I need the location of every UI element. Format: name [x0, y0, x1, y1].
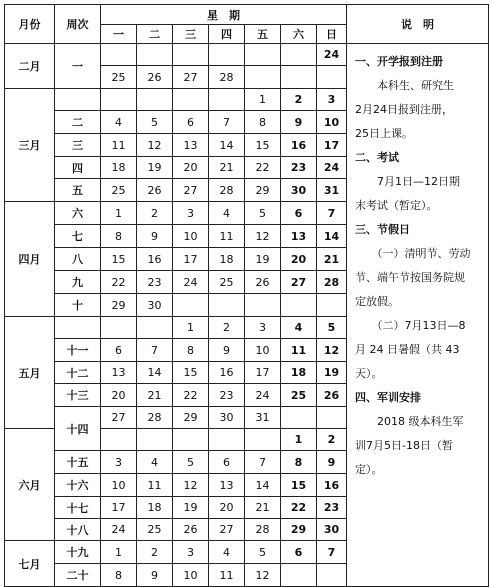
day-cell: 2	[137, 541, 173, 564]
day-cell: 19	[173, 497, 209, 519]
week-number: 十四	[55, 407, 101, 451]
day-cell: 15	[245, 134, 281, 157]
day-cell: 5	[245, 202, 281, 225]
day-cell: 15	[281, 474, 317, 497]
day-cell: 12	[137, 134, 173, 157]
day-cell: 13	[281, 225, 317, 248]
day-cell: 12	[317, 339, 347, 362]
day-cell: 24	[317, 157, 347, 179]
notes-text: （一）清明节、劳动	[355, 247, 471, 260]
month-label: 三月	[5, 89, 55, 202]
notes-text: 2月24日报到注册，	[355, 103, 453, 116]
notes-text: 本科生、研究生	[355, 79, 454, 92]
day-cell: 11	[101, 134, 137, 157]
day-cell: 4	[137, 451, 173, 474]
day-cell: 25	[137, 519, 173, 541]
day-cell	[101, 44, 137, 66]
day-cell: 17	[101, 497, 137, 519]
day-cell	[173, 89, 209, 111]
day-cell: 31	[245, 407, 281, 429]
week-number: 十六	[55, 474, 101, 497]
day-cell: 16	[137, 248, 173, 271]
day-cell: 1	[101, 541, 137, 564]
day-cell: 12	[173, 474, 209, 497]
notes-text: 25日上课。	[355, 127, 413, 140]
day-cell: 4	[209, 202, 245, 225]
day-cell: 23	[281, 157, 317, 179]
notes-heading: 四、军训安排	[355, 391, 421, 404]
day-cell: 29	[281, 519, 317, 541]
week-number: 十七	[55, 497, 101, 519]
notes-text: （二）7月13日—8	[355, 319, 466, 332]
day-cell: 9	[209, 339, 245, 362]
day-cell	[281, 294, 317, 317]
day-cell: 26	[137, 179, 173, 202]
day-cell: 8	[245, 111, 281, 134]
day-cell: 18	[281, 362, 317, 384]
day-cell: 8	[173, 339, 209, 362]
day-cell: 19	[137, 157, 173, 179]
day-cell: 19	[245, 248, 281, 271]
day-cell	[137, 44, 173, 66]
day-cell: 30	[281, 179, 317, 202]
day-cell: 22	[173, 384, 209, 407]
day-cell: 27	[281, 271, 317, 294]
month-label: 六月	[5, 429, 55, 541]
day-cell: 5	[317, 317, 347, 339]
day-cell: 31	[317, 179, 347, 202]
day-cell: 9	[317, 451, 347, 474]
week-number: 六	[55, 202, 101, 225]
day-cell: 2	[317, 429, 347, 451]
day-cell: 20	[209, 497, 245, 519]
day-cell: 17	[245, 362, 281, 384]
day-cell: 20	[173, 157, 209, 179]
day-cell	[209, 89, 245, 111]
notes-text: 定）。	[355, 463, 383, 476]
day-cell: 10	[173, 564, 209, 587]
day-cell	[101, 429, 137, 451]
day-cell	[281, 66, 317, 89]
notes-heading: 三、节假日	[355, 223, 410, 236]
day-cell: 26	[317, 384, 347, 407]
header-day: 二	[137, 25, 173, 44]
day-cell: 15	[173, 362, 209, 384]
day-cell	[173, 44, 209, 66]
day-cell: 1	[173, 317, 209, 339]
day-cell: 10	[245, 339, 281, 362]
day-cell: 5	[137, 111, 173, 134]
week-number	[55, 317, 101, 339]
day-cell: 11	[137, 474, 173, 497]
day-cell	[245, 44, 281, 66]
day-cell: 22	[245, 157, 281, 179]
day-cell: 20	[101, 384, 137, 407]
day-cell: 30	[209, 407, 245, 429]
day-cell	[101, 317, 137, 339]
notes-text: 2018 级本科生军	[355, 415, 464, 428]
day-cell: 10	[101, 474, 137, 497]
day-cell: 4	[281, 317, 317, 339]
header-month: 月份	[5, 5, 55, 44]
day-cell: 25	[101, 179, 137, 202]
day-cell: 2	[281, 89, 317, 111]
week-number: 十五	[55, 451, 101, 474]
day-cell: 7	[245, 451, 281, 474]
header-day: 六	[281, 25, 317, 44]
day-cell: 11	[209, 564, 245, 587]
day-cell: 25	[101, 66, 137, 89]
day-cell: 28	[209, 66, 245, 89]
day-cell: 7	[317, 541, 347, 564]
day-cell: 2	[209, 317, 245, 339]
week-number: 二	[55, 111, 101, 134]
day-cell: 24	[101, 519, 137, 541]
day-cell: 3	[317, 89, 347, 111]
day-cell: 23	[209, 384, 245, 407]
day-cell	[281, 407, 317, 429]
day-cell: 26	[137, 66, 173, 89]
day-cell	[173, 429, 209, 451]
day-cell: 29	[101, 294, 137, 317]
day-cell: 18	[137, 497, 173, 519]
day-cell	[281, 44, 317, 66]
day-cell: 13	[173, 134, 209, 157]
day-cell: 23	[317, 497, 347, 519]
month-label: 五月	[5, 317, 55, 429]
week-number: 五	[55, 179, 101, 202]
day-cell: 24	[173, 271, 209, 294]
day-cell: 16	[317, 474, 347, 497]
week-number: 十一	[55, 339, 101, 362]
month-label: 二月	[5, 44, 55, 89]
day-cell: 8	[281, 451, 317, 474]
day-cell: 5	[245, 541, 281, 564]
day-cell	[317, 66, 347, 89]
header-day: 五	[245, 25, 281, 44]
header-day: 三	[173, 25, 209, 44]
week-number	[55, 89, 101, 111]
day-cell: 14	[245, 474, 281, 497]
header-week: 周次	[55, 5, 101, 44]
day-cell: 1	[281, 429, 317, 451]
day-cell: 27	[173, 66, 209, 89]
day-cell: 28	[209, 179, 245, 202]
day-cell: 27	[209, 519, 245, 541]
day-cell: 26	[245, 271, 281, 294]
day-cell: 30	[317, 519, 347, 541]
day-cell: 14	[137, 362, 173, 384]
notes-text: 训7月5日-18日（暂	[355, 439, 453, 452]
day-cell: 8	[101, 564, 137, 587]
day-cell: 16	[209, 362, 245, 384]
day-cell: 21	[317, 248, 347, 271]
day-cell: 27	[173, 179, 209, 202]
week-number: 十九	[55, 541, 101, 564]
day-cell: 4	[209, 541, 245, 564]
day-cell	[209, 44, 245, 66]
notes-heading: 一、开学报到注册	[355, 55, 443, 68]
day-cell: 5	[173, 451, 209, 474]
day-cell: 6	[209, 451, 245, 474]
day-cell: 27	[101, 407, 137, 429]
day-cell: 17	[173, 248, 209, 271]
day-cell: 14	[317, 225, 347, 248]
week-number: 十三	[55, 384, 101, 407]
day-cell: 1	[245, 89, 281, 111]
day-cell	[137, 317, 173, 339]
day-cell: 21	[209, 157, 245, 179]
week-number: 七	[55, 225, 101, 248]
day-cell: 4	[101, 111, 137, 134]
week-number: 三	[55, 134, 101, 157]
calendar-row	[5, 44, 489, 66]
day-cell	[137, 429, 173, 451]
day-cell: 6	[281, 202, 317, 225]
day-cell: 6	[101, 339, 137, 362]
day-cell: 12	[245, 225, 281, 248]
day-cell: 28	[317, 271, 347, 294]
notes-text: 节、端午节按国务院规	[355, 271, 465, 284]
day-cell	[209, 429, 245, 451]
day-cell	[245, 429, 281, 451]
day-cell: 11	[281, 339, 317, 362]
day-cell: 6	[173, 111, 209, 134]
week-number: 十	[55, 294, 101, 317]
week-number: 十二	[55, 362, 101, 384]
day-cell: 9	[281, 111, 317, 134]
day-cell: 18	[101, 157, 137, 179]
header-weekday-group: 星 期	[101, 5, 347, 25]
day-cell: 28	[245, 519, 281, 541]
day-cell: 25	[209, 271, 245, 294]
day-cell	[245, 294, 281, 317]
notes-heading: 二、考试	[355, 151, 399, 164]
day-cell: 8	[101, 225, 137, 248]
day-cell: 22	[101, 271, 137, 294]
day-cell: 3	[173, 541, 209, 564]
day-cell: 7	[137, 339, 173, 362]
day-cell: 14	[209, 134, 245, 157]
day-cell	[281, 564, 317, 587]
day-cell: 7	[317, 202, 347, 225]
day-cell: 29	[173, 407, 209, 429]
day-cell: 3	[245, 317, 281, 339]
notes-text: 末考试（暂定）。	[355, 199, 438, 212]
week-number: 十八	[55, 519, 101, 541]
day-cell: 9	[137, 564, 173, 587]
day-cell: 10	[173, 225, 209, 248]
day-cell	[317, 407, 347, 429]
day-cell: 2	[137, 202, 173, 225]
day-cell: 30	[137, 294, 173, 317]
header-day: 日	[317, 25, 347, 44]
day-cell	[209, 294, 245, 317]
day-cell: 28	[137, 407, 173, 429]
calendar-table	[4, 4, 489, 587]
day-cell	[137, 89, 173, 111]
day-cell: 24	[245, 384, 281, 407]
day-cell: 18	[209, 248, 245, 271]
week-number: 一	[55, 44, 101, 89]
day-cell: 16	[281, 134, 317, 157]
day-cell: 17	[317, 134, 347, 157]
day-cell: 21	[245, 497, 281, 519]
day-cell: 19	[317, 362, 347, 384]
header-notes: 说 明	[347, 5, 489, 44]
day-cell: 3	[101, 451, 137, 474]
day-cell: 23	[137, 271, 173, 294]
day-cell: 22	[281, 497, 317, 519]
week-number: 九	[55, 271, 101, 294]
day-cell: 15	[101, 248, 137, 271]
day-cell	[317, 294, 347, 317]
day-cell: 7	[209, 111, 245, 134]
day-cell	[245, 66, 281, 89]
day-cell: 13	[209, 474, 245, 497]
day-cell: 11	[209, 225, 245, 248]
notes-text: 月 24 日暑假（共 43	[355, 343, 460, 356]
week-number: 八	[55, 248, 101, 271]
header-day: 四	[209, 25, 245, 44]
week-number: 四	[55, 157, 101, 179]
notes-text: 定放假。	[355, 295, 399, 308]
day-cell: 26	[173, 519, 209, 541]
day-cell: 21	[137, 384, 173, 407]
notes-cell	[347, 44, 489, 587]
month-label: 四月	[5, 202, 55, 317]
notes-text: 7月1日—12日期	[355, 175, 460, 188]
day-cell: 25	[281, 384, 317, 407]
notes-text: 天）。	[355, 367, 383, 380]
day-cell: 9	[137, 225, 173, 248]
day-cell	[101, 89, 137, 111]
day-cell: 13	[101, 362, 137, 384]
day-cell: 6	[281, 541, 317, 564]
week-number: 二十	[55, 564, 101, 587]
day-cell: 24	[317, 44, 347, 66]
day-cell: 3	[173, 202, 209, 225]
header-day: 一	[101, 25, 137, 44]
day-cell	[317, 564, 347, 587]
day-cell: 1	[101, 202, 137, 225]
day-cell: 29	[245, 179, 281, 202]
day-cell: 10	[317, 111, 347, 134]
day-cell	[173, 294, 209, 317]
day-cell: 12	[245, 564, 281, 587]
day-cell: 20	[281, 248, 317, 271]
month-label: 七月	[5, 541, 55, 587]
